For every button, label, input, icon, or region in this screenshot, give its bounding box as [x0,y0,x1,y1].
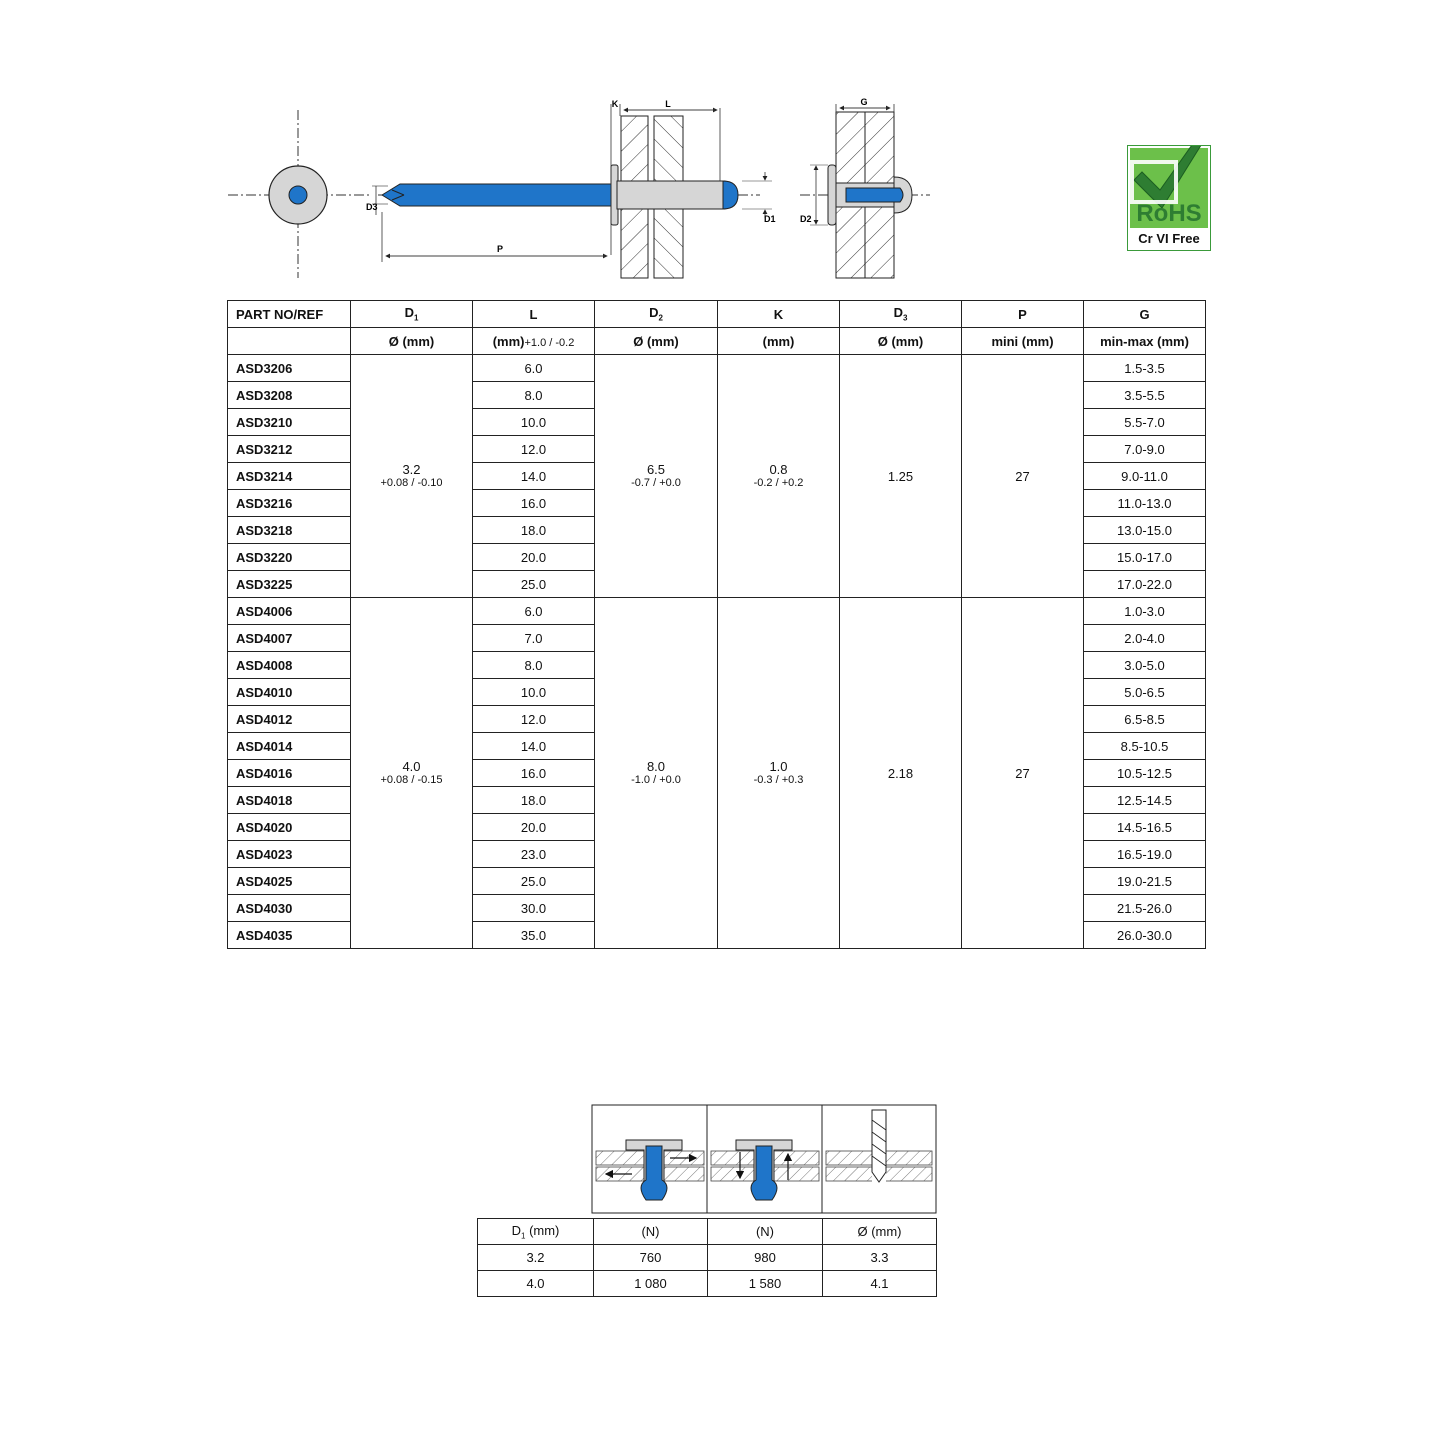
table-row [478,1245,937,1271]
part-number-cell: ASD4025 [228,868,351,895]
length-cell: 16.0 [473,760,595,787]
perf-cell: 3.3 [823,1245,937,1271]
grip-range-cell: 26.0-30.0 [1084,922,1206,949]
d3-cell [840,598,962,949]
part-number-cell: ASD4008 [228,652,351,679]
grip-range-cell: 11.0-13.0 [1084,490,1206,517]
rivet-end-view [228,110,372,278]
column-unit [962,328,1084,355]
part-number-cell: ASD3216 [228,490,351,517]
column-header-label: D [893,305,903,321]
grip-range-cell: 5.5-7.0 [1084,409,1206,436]
part-number-cell: ASD4014 [228,733,351,760]
column-header-label: PART NO/REF [236,306,324,322]
k-cell [718,355,840,598]
part-number-cell: ASD4010 [228,679,351,706]
perf-header-row [478,1219,937,1245]
column-header-label: G [1139,306,1150,322]
perf-cell: 760 [594,1245,708,1271]
shear-strength-icon [596,1140,704,1200]
p-cell-value: 27 [1015,468,1030,484]
table-row [228,355,1206,382]
d1-cell-value: 4.0 [402,759,421,774]
p-cell [962,355,1084,598]
length-cell: 14.0 [473,463,595,490]
g-dimension-label: G [860,97,868,107]
grip-range-cell: 19.0-21.5 [1084,868,1206,895]
p-cell [962,598,1084,949]
spec-table-header [228,301,1206,355]
d2-dimension-label: D2 [800,214,812,224]
part-number-cell: ASD4016 [228,760,351,787]
part-number-cell: ASD4035 [228,922,351,949]
length-cell: 6.0 [473,598,595,625]
column-unit [1084,328,1206,355]
column-header-subscript: 1 [413,313,419,323]
cr-vi-free-label: Cr VI Free [1138,231,1200,246]
d1-cell [351,598,473,949]
part-number-cell: ASD3206 [228,355,351,382]
grip-range-cell: 16.5-19.0 [1084,841,1206,868]
perf-column-header-label: (N) [755,1224,775,1239]
perf-column-header-label: D [511,1222,521,1238]
grip-range-cell: 15.0-17.0 [1084,544,1206,571]
rohs-label: RoHS [1136,200,1202,227]
column-header [840,301,962,328]
length-cell: 6.0 [473,355,595,382]
column-unit [840,328,962,355]
column-header [718,301,840,328]
column-unit-label: mini (mm) [991,333,1054,349]
perf-column-header-subscript: 1 [521,1231,526,1241]
rivet-specification-table [227,300,1206,949]
perf-column-header [594,1219,708,1245]
perf-column-header [708,1219,823,1245]
length-cell: 16.0 [473,490,595,517]
d1-cell-tolerance: +0.08 / -0.15 [380,774,443,786]
k-cell-value: 1.0 [769,759,788,774]
part-number-cell: ASD3212 [228,436,351,463]
column-header-subscript: 2 [658,313,663,323]
part-number-cell: ASD4023 [228,841,351,868]
part-number-cell: ASD4030 [228,895,351,922]
length-cell: 20.0 [473,544,595,571]
column-header-label: P [1018,306,1027,322]
d1-cell-value: 3.2 [402,462,421,477]
column-header-label: L [529,306,538,322]
grip-range-cell: 21.5-26.0 [1084,895,1206,922]
k-cell-value: 0.8 [769,462,788,477]
grip-range-cell: 3.0-5.0 [1084,652,1206,679]
table-row [478,1271,937,1297]
perf-column-header-unit: (mm) [525,1222,560,1238]
length-cell: 35.0 [473,922,595,949]
column-header-subscript: 3 [902,313,908,323]
spec-table-body [228,355,1206,949]
column-header [595,301,718,328]
part-number-cell: ASD3225 [228,571,351,598]
length-cell: 23.0 [473,841,595,868]
d2-cell [595,598,718,949]
grip-range-cell: 8.5-10.5 [1084,733,1206,760]
length-cell: 12.0 [473,436,595,463]
length-cell: 25.0 [473,868,595,895]
rivet-technical-drawing [0,0,1445,300]
part-number-cell: ASD3214 [228,463,351,490]
length-cell: 8.0 [473,382,595,409]
perf-table-body [478,1245,937,1297]
grip-range-cell: 12.5-14.5 [1084,787,1206,814]
k-cell-tolerance: -0.3 / +0.3 [753,774,804,786]
d2-cell-tolerance: -1.0 / +0.0 [631,774,681,786]
d2-cell-value: 6.5 [646,462,666,477]
grip-range-cell: 3.5-5.5 [1084,382,1206,409]
column-unit-label: (mm) [762,333,795,349]
d3-cell [840,355,962,598]
grip-range-cell: 1.5-3.5 [1084,355,1206,382]
length-cell: 8.0 [473,652,595,679]
table-row [228,598,1206,625]
perf-table-header [478,1219,937,1245]
column-unit [351,328,473,355]
length-cell: 18.0 [473,787,595,814]
rohs-badge [1127,145,1211,251]
grip-range-cell: 14.5-16.5 [1084,814,1206,841]
column-header-label: D [404,305,414,321]
part-number-cell: ASD3220 [228,544,351,571]
length-cell: 10.0 [473,679,595,706]
grip-range-cell: 17.0-22.0 [1084,571,1206,598]
rivet-side-view [366,99,776,278]
length-cell: 7.0 [473,625,595,652]
length-cell: 25.0 [473,571,595,598]
grip-range-cell: 13.0-15.0 [1084,517,1206,544]
d2-cell-tolerance: -0.7 / +0.0 [631,477,681,489]
p-cell-value: 27 [1015,765,1030,781]
drill-hole-icon [826,1110,932,1182]
part-number-cell: ASD4018 [228,787,351,814]
column-header-label: K [773,306,784,322]
column-header-label: D [649,305,659,321]
header-row-units [228,328,1206,355]
d3-cell-value: 1.25 [887,468,914,484]
k-cell [718,598,840,949]
part-number-cell: ASD4007 [228,625,351,652]
d1-cell-tolerance: +0.08 / -0.10 [380,477,443,489]
column-unit [595,328,718,355]
performance-table [477,1218,937,1297]
part-number-cell: ASD4006 [228,598,351,625]
d3-cell-value: 2.18 [887,765,914,781]
grip-range-cell: 5.0-6.5 [1084,679,1206,706]
length-cell: 20.0 [473,814,595,841]
l-dimension-label: L [665,99,671,109]
rivet-set-view [800,97,930,278]
length-cell: 12.0 [473,706,595,733]
length-cell: 18.0 [473,517,595,544]
perf-column-header-label: (N) [641,1224,660,1239]
perf-column-header-label: Ø (mm) [857,1224,902,1239]
perf-cell: 980 [708,1245,823,1271]
part-number-cell: ASD4020 [228,814,351,841]
d1-cell [351,355,473,598]
grip-range-cell: 10.5-12.5 [1084,760,1206,787]
grip-range-cell: 2.0-4.0 [1084,625,1206,652]
column-unit-label: Ø (mm) [877,333,924,349]
tensile-strength-icon [711,1140,819,1200]
d2-cell-value: 8.0 [646,759,666,774]
k-cell-tolerance: -0.2 / +0.2 [753,477,804,489]
part-number-cell: ASD3210 [228,409,351,436]
part-number-cell: ASD4012 [228,706,351,733]
column-header [1084,301,1206,328]
d3-dimension-label: D3 [366,202,378,212]
perf-cell: 1 580 [708,1271,823,1297]
column-unit-label: min-max (mm) [1100,333,1189,349]
column-unit [473,328,595,355]
column-unit-label: Ø (mm) [388,333,435,349]
length-cell: 14.0 [473,733,595,760]
perf-cell: 4.0 [478,1271,594,1297]
column-header [228,301,351,328]
d2-cell [595,355,718,598]
grip-range-cell: 6.5-8.5 [1084,706,1206,733]
perf-cell: 3.2 [478,1245,594,1271]
length-cell: 10.0 [473,409,595,436]
header-row-labels [228,301,1206,328]
k-dimension-label: K [611,99,619,109]
part-number-cell: ASD3208 [228,382,351,409]
column-unit [228,328,351,355]
column-unit-label: Ø (mm) [633,333,679,349]
perf-column-header [478,1219,594,1245]
d1-dimension-label: D1 [764,214,776,224]
perf-column-header [823,1219,937,1245]
part-number-cell: ASD3218 [228,517,351,544]
perf-cell: 4.1 [823,1271,937,1297]
column-unit-tolerance: +1.0 / -0.2 [524,336,575,349]
column-unit [718,328,840,355]
perf-cell: 1 080 [594,1271,708,1297]
column-header [473,301,595,328]
length-cell: 30.0 [473,895,595,922]
column-header [351,301,473,328]
grip-range-cell: 1.0-3.0 [1084,598,1206,625]
column-unit-label: (mm) [492,333,525,349]
grip-range-cell: 9.0-11.0 [1084,463,1206,490]
p-dimension-label: P [496,244,504,254]
column-header [962,301,1084,328]
grip-range-cell: 7.0-9.0 [1084,436,1206,463]
